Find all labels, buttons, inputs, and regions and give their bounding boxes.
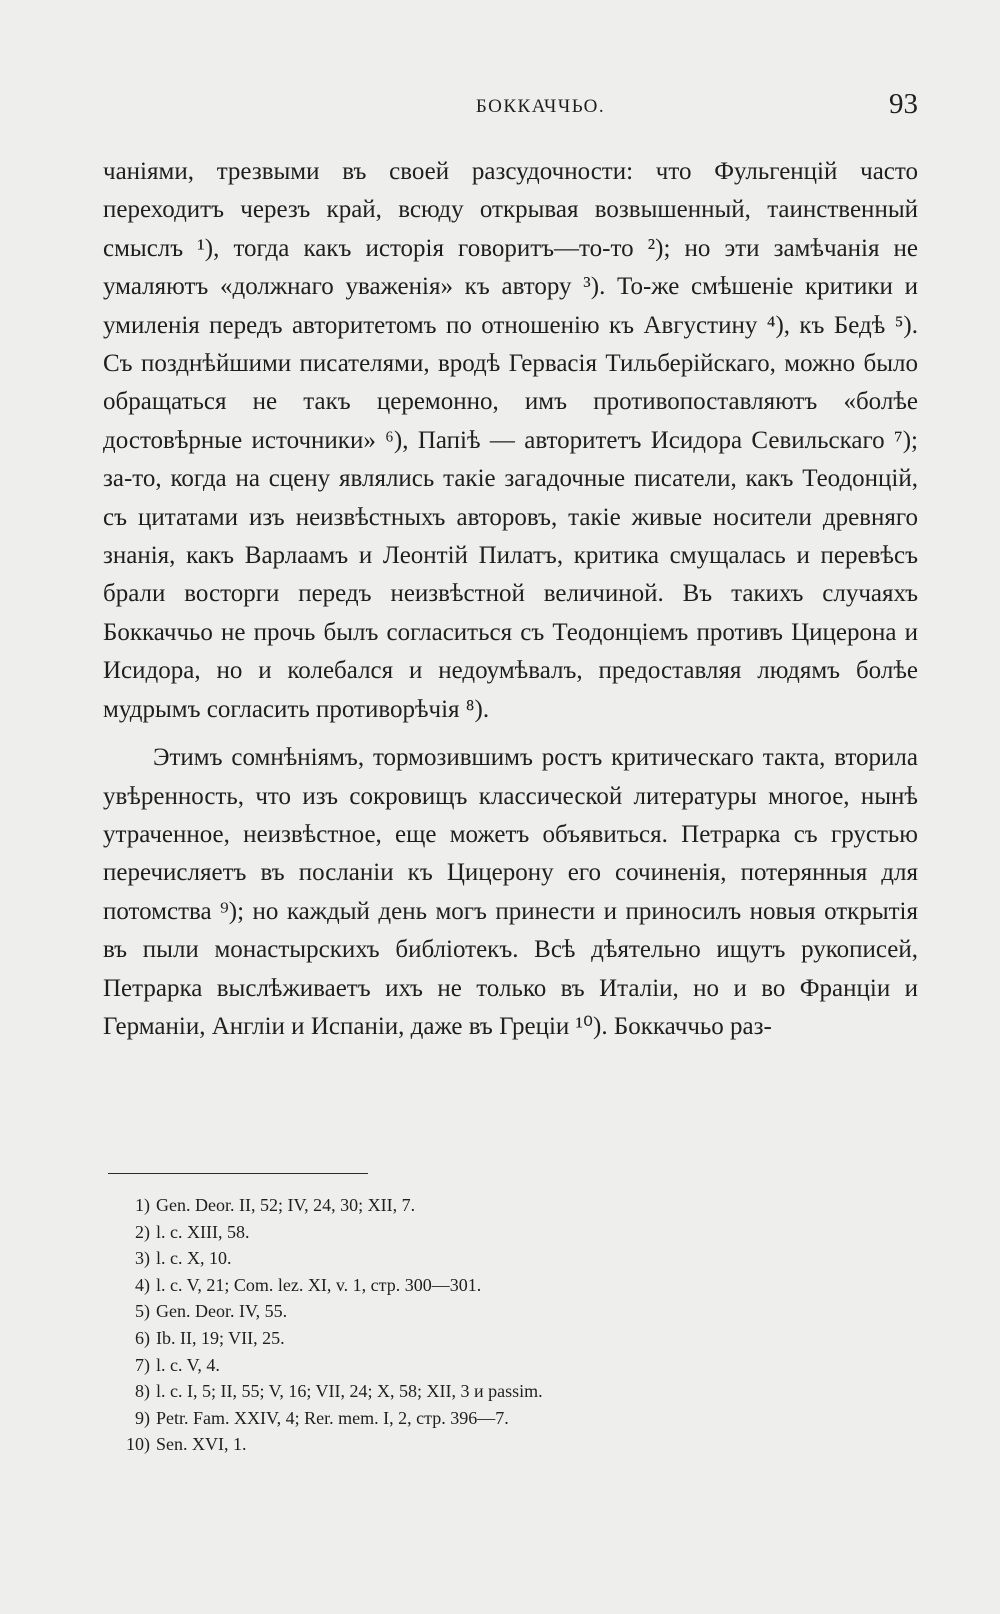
paragraph-2: Этимъ сомнѣніямъ, тормозившимъ ростъ критическаго такта, вторила увѣренность, что изъ сокровищъ классической литературы многое, нынѣ утраченное, неизвѣстное, еще можетъ объявиться. Петрарка съ грустью перечисляетъ въ посланіи къ Цицерону его сочиненія, потерянныя для потомства ⁹); но каждый день могъ принести и приносилъ новыя открытія въ пыли монастырскихъ библіотекъ. Всѣ дѣятельно ищутъ рукописей, Петрарка выслѣживаетъ ихъ не только въ Италіи, но и во Франціи и Германіи, Англіи и Испаніи, даже въ Греціи ¹⁰). Боккаччьо раз- [103,744,918,1040]
footnote-text: Petr. Fam. XXIV, 4; Rer. mem. I, 2, стр. 396—7. [156,1407,509,1428]
footnote-number: 2) [135,1221,150,1242]
footnote-text: Sen. XVI, 1. [156,1434,247,1455]
paragraph-1: чаніями, трезвыми въ своей разсудочности: что Фульгенцій часто переходитъ черезъ край, всюду открывая возвышенный, таинственный смыслъ ¹), тогда какъ исторія говоритъ—то-то ²); но эти замѣчанія не умаляютъ «должнаго уваженія» къ автору ³). То-же смѣшеніе критики и умиленія передъ авторитетомъ по отношенію къ Августину ⁴), къ Бедѣ ⁵). Съ позднѣйшими писателями, вродѣ Гервасія Тильберійскаго, можно было обращаться не такъ церемонно, имъ противопоставляютъ «болѣе достовѣрные источники» ⁶), Папіѣ — авторитетъ Исидора Севильскаго ⁷); за-то, когда на сцену являлись такіе загадочные писатели, какъ Теодонцій, съ цитатами изъ неизвѣстныхъ авторовъ, такіе живые носители древняго знанія, какъ Варлаамъ и Леонтій Пилатъ, критика смущалась и перевѣсъ брали восторги передъ неизвѣстной величиной. Въ такихъ случаяхъ Боккаччьо не прочь былъ согласиться съ Теодонціемъ противъ Цицерона и Исидора, но и колебался и недоумѣвалъ, предоставляя людямъ болѣе мудрымъ согласить противорѣчія ⁸). [103,158,918,723]
footnote-number: 6) [135,1327,150,1348]
footnote [110,1352,810,1379]
footnote-text: l. c. V, 21; Com. lez. XI, v. 1, стр. 300—301. [156,1274,482,1295]
footnote-text: Ib. II, 19; VII, 25. [156,1327,285,1348]
footnote [110,1298,810,1325]
footnote-number: 3) [135,1248,150,1269]
footnote [110,1378,810,1405]
running-head: БОККАЧЧЬО. [475,96,606,117]
footnote-rule [108,1173,368,1174]
footnote-text: l. c. V, 4. [156,1354,220,1375]
footnote-number: 4) [135,1274,150,1295]
footnote [110,1431,810,1458]
footnote-text: l. c. I, 5; II, 55; V, 16; VII, 24; X, 58; XII, 3 и passim. [156,1381,543,1402]
main-text [103,153,918,1046]
footnote-text: l. c. X, 10. [156,1248,232,1269]
footnote-number: 1) [135,1195,150,1215]
footnote-number: 9) [135,1407,150,1428]
footnote [110,1192,810,1219]
footnote [110,1219,810,1246]
footnotes [110,1192,810,1458]
footnote [110,1272,810,1299]
footnote-number: 8) [135,1381,150,1402]
footnote-number: 7) [135,1354,150,1375]
footnote [110,1405,810,1432]
footnote-number: 10) [126,1434,150,1455]
page-header [103,88,918,128]
page-number: 93 [889,88,918,120]
footnote-text: Gen. Deor. II, 52; IV, 24, 30; XII, 7. [156,1195,416,1215]
footnote-text: Gen. Deor. IV, 55. [156,1301,288,1322]
footnote-text: l. c. XIII, 58. [156,1221,250,1242]
footnote-number: 5) [135,1301,150,1322]
footnote [110,1325,810,1352]
footnote [110,1245,810,1272]
